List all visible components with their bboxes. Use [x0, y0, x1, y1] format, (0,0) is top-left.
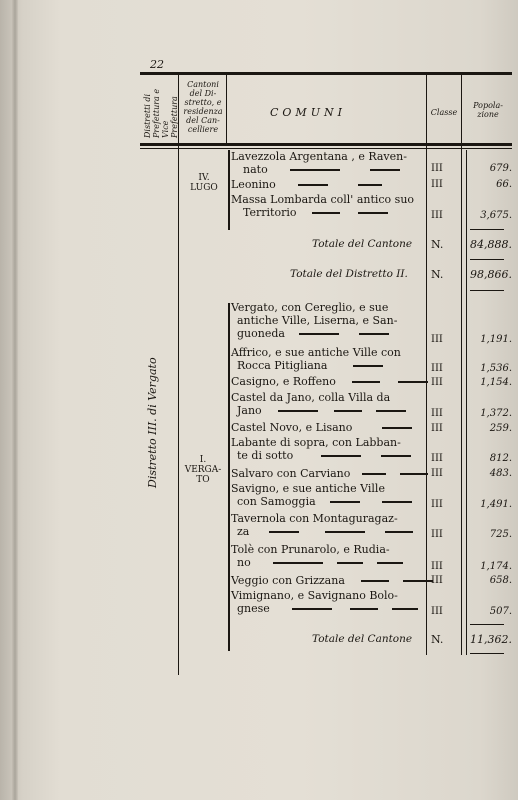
leader-dash	[361, 580, 389, 582]
classe-cell: III	[431, 561, 443, 572]
comune-text: Salvaro con Carviano	[231, 467, 351, 480]
canton-header: Cantoni del Di-stretto, e residenza del Can-celliere	[183, 80, 223, 134]
popolazione-header: Popola-zione	[473, 101, 503, 119]
classe-header: Classe	[430, 108, 458, 117]
pop-cell: 66.	[496, 179, 512, 190]
pop-cell: 1,536.	[480, 363, 512, 374]
comune-text: Veggio con Grizzana	[231, 574, 345, 587]
leader-dash	[359, 333, 389, 335]
comune-line: Massa Lombarda coll' antico suo	[231, 193, 415, 206]
comune-text: za	[237, 525, 250, 538]
comune-line	[231, 449, 427, 462]
comune-text: Rocca Pitigliana	[237, 359, 328, 372]
table-row	[231, 512, 427, 538]
col-rule-4	[461, 75, 462, 655]
leader-dash	[337, 562, 363, 564]
header-top-rule	[140, 72, 512, 75]
classe-cell: III	[431, 499, 443, 510]
table-row	[231, 436, 427, 462]
classe-cell: III	[431, 575, 443, 586]
pop-cell: 1,372.	[480, 408, 512, 419]
leader-dash	[398, 381, 428, 383]
comune-line: Castel da Jano, colla Villa da	[231, 391, 391, 404]
leader-dash	[382, 427, 412, 429]
comune-line: Lavezzola Argentana , e Raven-	[231, 150, 407, 163]
total-classe: N.	[431, 633, 444, 646]
canton-vergato	[181, 455, 225, 485]
leader-dash	[377, 562, 403, 564]
district-label: Distretto III. di Vergato	[146, 357, 159, 488]
leader-dash	[292, 608, 332, 610]
pop-cell: 679.	[489, 163, 512, 174]
comune-line	[231, 163, 427, 176]
canton-lugo	[182, 173, 226, 193]
table-row	[231, 589, 427, 615]
comune-line	[231, 574, 427, 587]
table-row	[231, 467, 427, 480]
leader-dash	[381, 455, 411, 457]
classe-cell: III	[431, 453, 443, 464]
table-row	[231, 391, 427, 417]
comune-text: Territorio	[243, 206, 297, 219]
leader-dash	[278, 410, 318, 412]
canton-lugo-num: IV.	[198, 173, 210, 183]
classe-cell: III	[431, 606, 443, 617]
comune-text: Casigno, e Roffeno	[231, 375, 336, 388]
total-pop: 11,362.	[470, 633, 512, 646]
table-row	[231, 150, 427, 176]
comune-line: Vimignano, e Savignano Bolo-	[231, 589, 398, 602]
leader-dash	[312, 212, 340, 214]
leader-dash	[385, 531, 413, 533]
col-rule-1	[178, 75, 179, 675]
comune-line: Vergato, con Cereglio, e sue	[231, 301, 389, 314]
short-rule	[470, 624, 504, 625]
leader-dash	[362, 473, 386, 475]
comune-line	[231, 556, 427, 569]
table-row	[231, 193, 427, 219]
short-rule	[470, 290, 504, 291]
total-classe: N.	[431, 238, 444, 251]
pop-cell: 3,675.	[480, 210, 512, 221]
classe-cell: III	[431, 377, 443, 388]
leader-dash	[325, 531, 365, 533]
pop-cell: 1,174.	[480, 561, 512, 572]
leader-dash	[400, 473, 428, 475]
total-pop: 84,888.	[470, 238, 512, 251]
pop-cell: 1,191.	[480, 334, 512, 345]
classe-cell: III	[431, 468, 443, 479]
comune-text: con Samoggia	[237, 495, 316, 508]
classe-cell: III	[431, 363, 443, 374]
comune-line	[231, 421, 427, 434]
col-rule-2	[226, 75, 227, 143]
pop-cell: 658.	[489, 575, 512, 586]
comune-line: Labante di sopra, con Labban-	[231, 436, 401, 449]
leader-dash	[370, 169, 400, 171]
table-row	[231, 421, 427, 434]
leader-dash	[290, 169, 340, 171]
leader-dash	[358, 212, 388, 214]
comune-line: Savigno, e sue antiche Ville	[231, 482, 385, 495]
leader-dash	[350, 608, 378, 610]
short-rule	[470, 259, 504, 260]
comune-line: Affrico, e sue antiche Ville con	[231, 346, 401, 359]
comune-text: no	[237, 556, 251, 569]
header-bottom-rule	[140, 143, 512, 146]
total-cantone-label: Totale del Cantone	[312, 238, 413, 250]
leader-dash	[273, 562, 323, 564]
pop-cell: 483.	[489, 468, 512, 479]
page-number: 22	[150, 58, 164, 71]
district-header: Distretti di Prefettura e Vice Prefettura	[143, 88, 179, 138]
comune-line: antiche Ville, Liserna, e San-	[237, 314, 398, 327]
classe-cell: III	[431, 529, 443, 540]
table-row	[231, 482, 427, 508]
classe-cell: III	[431, 163, 443, 174]
comune-text: nato	[243, 163, 268, 176]
leader-dash	[269, 531, 299, 533]
comune-line	[231, 467, 427, 480]
header-divider	[140, 148, 512, 149]
short-rule	[470, 229, 504, 230]
total-classe: N.	[431, 268, 444, 281]
leader-dash	[352, 381, 380, 383]
col-rule-2c	[228, 303, 230, 651]
comune-text: te di sotto	[237, 449, 294, 462]
table-row	[231, 375, 427, 388]
pop-cell: 812.	[489, 453, 512, 464]
leader-dash	[298, 184, 328, 186]
leader-dash	[382, 501, 412, 503]
table-row	[231, 346, 427, 372]
classe-cell: III	[431, 179, 443, 190]
pop-cell: 725.	[489, 529, 512, 540]
total-cantone-label: Totale del Cantone	[312, 633, 413, 645]
leader-dash	[330, 501, 360, 503]
comune-line: Tolè con Prunarolo, e Rudia-	[231, 543, 390, 556]
comuni-header: COMUNI	[270, 106, 346, 119]
comune-line	[231, 327, 427, 340]
leader-dash	[358, 184, 382, 186]
total-pop: 98,866.	[470, 268, 512, 281]
comune-line	[231, 178, 427, 191]
comune-line	[231, 206, 427, 219]
page-gutter	[12, 0, 18, 800]
pop-cell: 1,491.	[480, 499, 512, 510]
classe-cell: III	[431, 334, 443, 345]
canton-vergato-num: I.	[199, 455, 207, 465]
pop-cell: 1,154.	[480, 377, 512, 388]
leader-dash	[403, 580, 433, 582]
comune-line: Tavernola con Montaguragaz-	[231, 512, 398, 525]
leader-dash	[321, 455, 361, 457]
leader-dash	[392, 608, 418, 610]
table-row	[231, 574, 427, 587]
comune-line	[231, 404, 427, 417]
table-row	[231, 301, 427, 340]
classe-cell: III	[431, 408, 443, 419]
comune-text: gnese	[237, 602, 270, 615]
canton-lugo-name: LUGO	[190, 183, 218, 193]
table-row	[231, 543, 427, 569]
leader-dash	[334, 410, 362, 412]
comune-line	[231, 525, 427, 538]
classe-cell: III	[431, 423, 443, 434]
comune-line	[231, 602, 427, 615]
leader-dash	[376, 410, 406, 412]
comune-line	[231, 375, 427, 388]
comune-line	[231, 495, 427, 508]
canton-vergato-name: VERGA-TO	[184, 465, 222, 485]
classe-cell: III	[431, 210, 443, 221]
comune-text: Castel Novo, e Lisano	[231, 421, 353, 434]
pop-cell: 259.	[489, 423, 512, 434]
comune-text: Leonino	[231, 178, 276, 191]
comune-text: guoneda	[237, 327, 285, 340]
comune-text: Jano	[237, 404, 262, 417]
table-row	[231, 178, 427, 191]
leader-dash	[299, 333, 339, 335]
short-rule	[470, 653, 504, 654]
leader-dash	[353, 365, 383, 367]
comune-line	[231, 359, 427, 372]
col-rule-2b	[228, 150, 230, 230]
total-distretto-label: Totale del Distretto II.	[290, 268, 408, 280]
pop-cell: 507.	[489, 606, 512, 617]
